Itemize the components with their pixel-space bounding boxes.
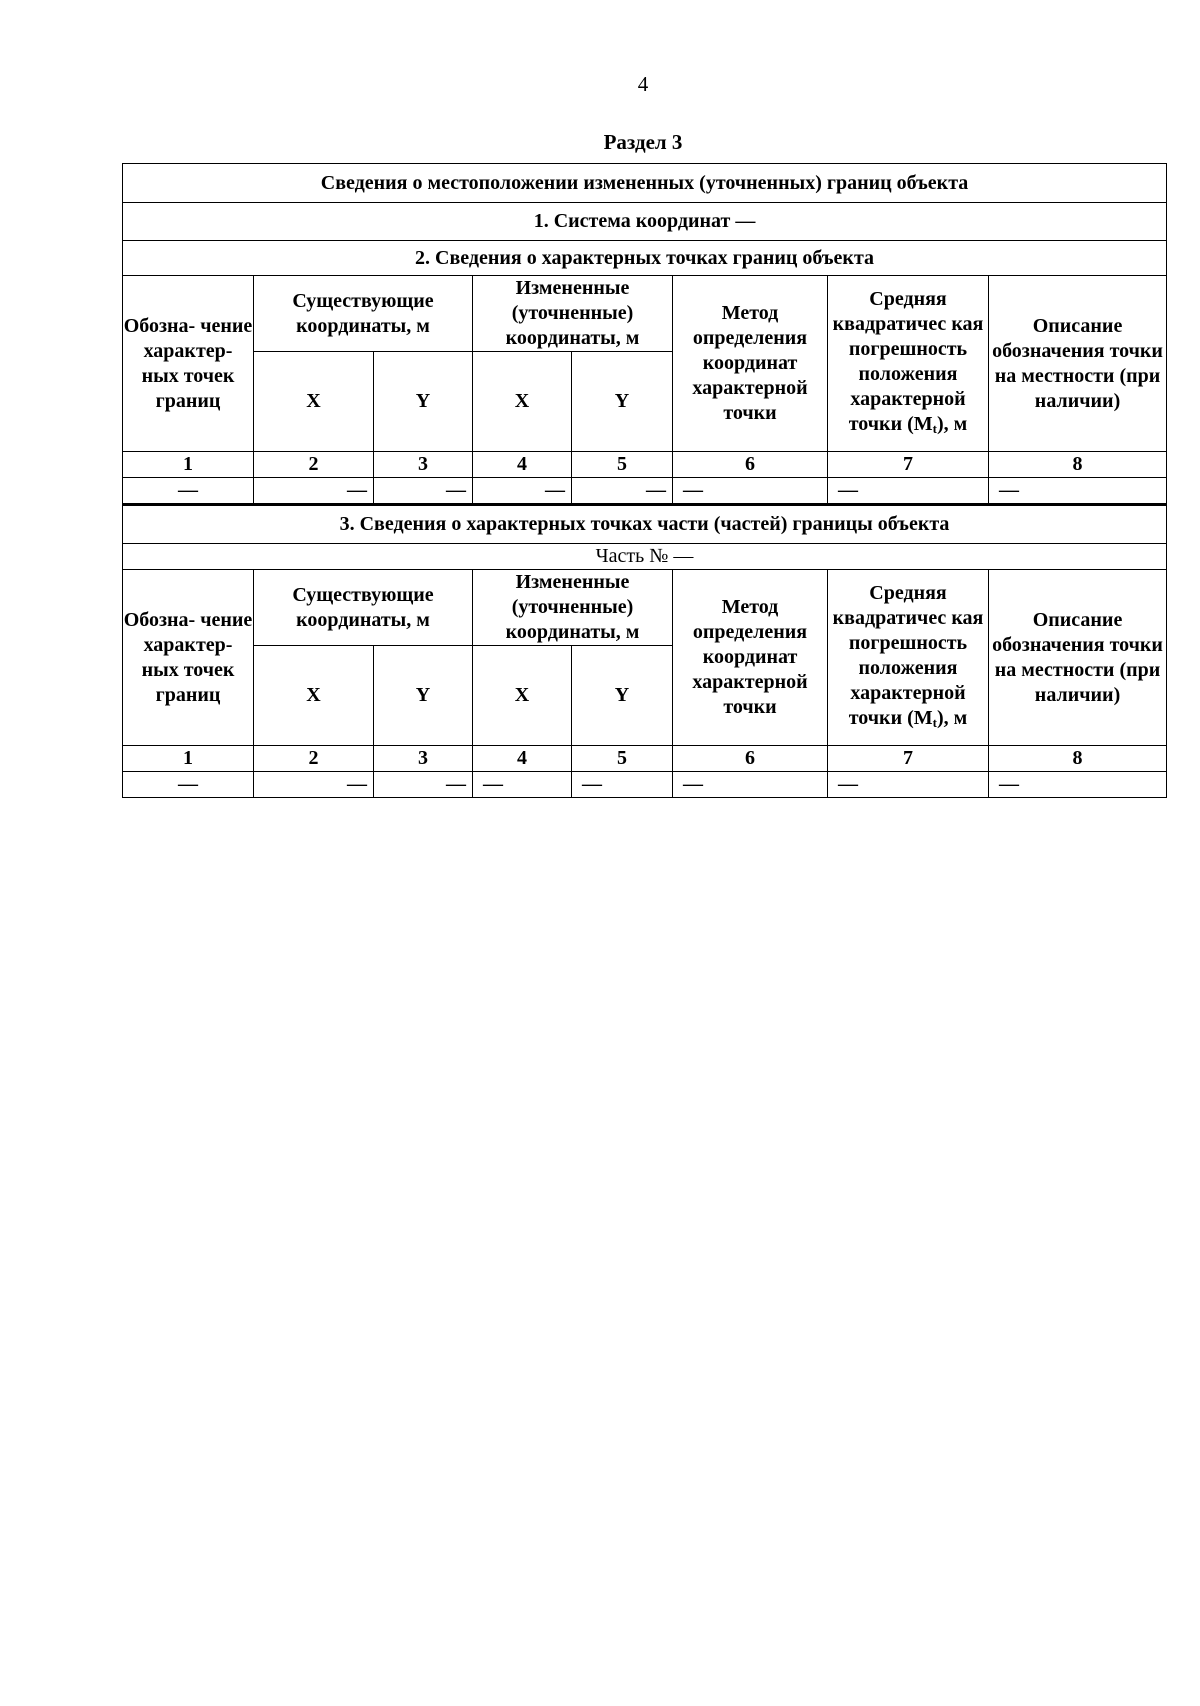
header-y-changed: Y (572, 352, 673, 452)
col-num: 1 (123, 746, 254, 772)
header-description: Описание обозначения точки на местности (при наличии) (989, 276, 1167, 452)
header-row (123, 276, 1167, 352)
col-num: 5 (572, 452, 673, 478)
header-y-existing: Y (374, 646, 473, 746)
header-designation: Обозна- чение характер- ных точек границ (123, 276, 254, 452)
dash-cell: — (473, 772, 572, 798)
dash-cell: — (673, 772, 828, 798)
header-method: Метод определения координат характерной точки (673, 276, 828, 452)
dash-cell: — (828, 772, 989, 798)
dash-cell: — (374, 772, 473, 798)
header-existing: Существующие координаты, м (254, 570, 473, 646)
col-num: 1 (123, 452, 254, 478)
table-row (123, 478, 1167, 505)
column-numbers-row (123, 746, 1167, 772)
col-num: 3 (374, 746, 473, 772)
header-changed: Измененные (уточненные) координаты, м (473, 570, 673, 646)
dash-cell: — (989, 478, 1167, 505)
header-error: Средняя квадратичес кая погрешность положения характерной точки $(M_t)$, м (828, 570, 989, 746)
header-description: Описание обозначения точки на местности (при наличии) (989, 570, 1167, 746)
header-method: Метод определения координат характерной точки (673, 570, 828, 746)
dash-cell: — (673, 478, 828, 505)
table-row (123, 772, 1167, 798)
header-x-existing: X (254, 646, 374, 746)
dash-cell: — (572, 478, 673, 505)
col-num: 3 (374, 452, 473, 478)
page-number: 4 (637, 72, 649, 96)
header-error: Средняя квадратичес кая погрешность положения характерной точки $(M_t)$, м (828, 276, 989, 452)
boundary-table (122, 163, 1167, 798)
col-num: 4 (473, 452, 572, 478)
col-num: 8 (989, 452, 1167, 478)
col-num: 2 (254, 746, 374, 772)
col-num: 6 (673, 746, 828, 772)
col-num: 7 (828, 746, 989, 772)
header-existing: Существующие координаты, м (254, 276, 473, 352)
header-x-existing: X (254, 352, 374, 452)
col-num: 4 (473, 746, 572, 772)
header-changed: Измененные (уточненные) координаты, м (473, 276, 673, 352)
dash-cell: — (374, 478, 473, 505)
column-numbers-row (123, 452, 1167, 478)
header-y-existing: Y (374, 352, 473, 452)
table-title: Сведения о местоположении измененных (уточненных) границ объекта (123, 164, 1167, 203)
coord-system: 1. Система координат — (123, 203, 1167, 241)
dash-cell: — (254, 772, 374, 798)
header-designation: Обозна- чение характер- ных точек границ (123, 570, 254, 746)
col-num: 5 (572, 746, 673, 772)
col-num: 7 (828, 452, 989, 478)
col-num: 6 (673, 452, 828, 478)
section-title: Раздел 3 (603, 130, 683, 154)
dash-cell: — (123, 478, 254, 505)
col-num: 2 (254, 452, 374, 478)
dash-cell: — (254, 478, 374, 505)
dash-cell: — (828, 478, 989, 505)
col-num: 8 (989, 746, 1167, 772)
header-x-changed: X (473, 646, 572, 746)
header-y-changed: Y (572, 646, 673, 746)
header-row (123, 570, 1167, 646)
parts-title: 3. Сведения о характерных точках части (частей) границы объекта (123, 505, 1167, 544)
dash-cell: — (989, 772, 1167, 798)
header-x-changed: X (473, 352, 572, 452)
points-title: 2. Сведения о характерных точках границ объекта (123, 241, 1167, 276)
part-label: Часть № — (123, 544, 1167, 570)
dash-cell: — (123, 772, 254, 798)
dash-cell: — (473, 478, 572, 505)
dash-cell: — (572, 772, 673, 798)
